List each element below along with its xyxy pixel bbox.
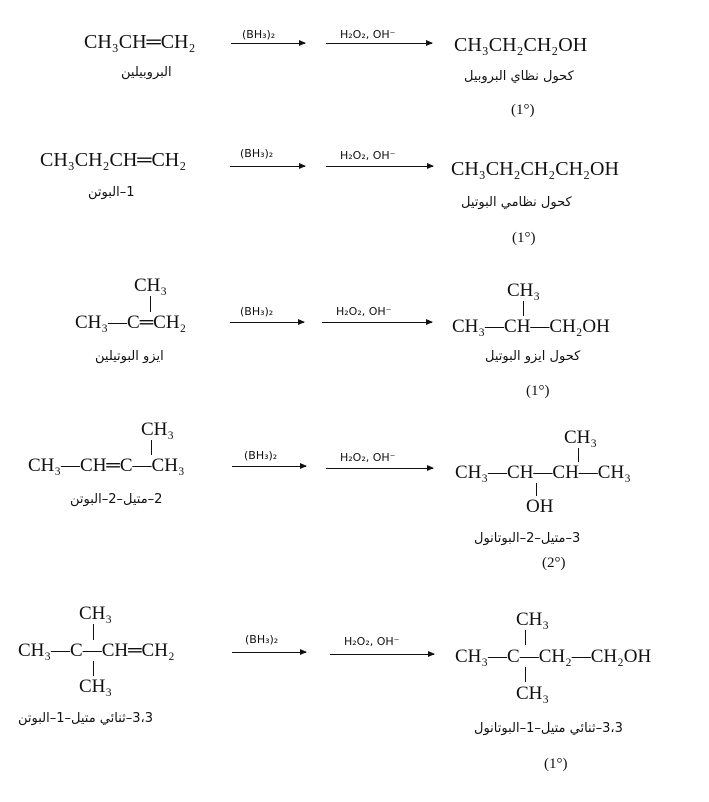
reagent-oxidation: H₂O₂, OH⁻ — [336, 305, 392, 318]
bond-line — [525, 630, 526, 645]
product-name: 3،3–ثنائي متيل–1–البوتانول — [474, 721, 623, 736]
product-formula: CH₃—CH—CH—CH₃ — [455, 462, 631, 483]
product-class: (1°) — [511, 102, 535, 118]
reagent-oxidation: H₂O₂, OH⁻ — [340, 28, 396, 41]
reactant-substituent: CH₃ — [79, 603, 113, 624]
product-substituent: CH₃ — [507, 280, 541, 301]
product-substituent: CH₃ — [516, 683, 550, 704]
reaction-arrow — [326, 468, 433, 469]
reactant-formula: CH₃—CH═C—CH₃ — [28, 455, 185, 476]
reaction-arrow — [326, 43, 432, 44]
reaction-arrow — [326, 166, 433, 167]
reactant-substituent: CH₃ — [134, 275, 168, 296]
bond-line — [525, 667, 526, 682]
reaction-arrow — [230, 166, 305, 167]
reactant-name: 3،3–ثنائي متيل–1–البوتن — [18, 711, 154, 726]
reactant-substituent: CH₃ — [141, 419, 175, 440]
reagent-borane: (BH₃)₂ — [242, 28, 276, 41]
reactant-formula: CH₃CH═CH₂ — [84, 31, 196, 53]
reagent-borane: (BH₃)₂ — [245, 633, 279, 646]
product-name: كحول نظامي البوتيل — [461, 195, 572, 210]
reagent-borane: (BH₃)₂ — [240, 147, 274, 160]
product-name: 3–متيل–2–البوتانول — [474, 531, 581, 546]
reactant-name: ايزو البوتيلين — [95, 349, 164, 364]
bond-line — [523, 301, 524, 316]
reagent-oxidation: H₂O₂, OH⁻ — [340, 149, 396, 162]
product-formula: CH₃CH₂CH₂CH₂OH — [451, 158, 619, 180]
product-substituent: CH₃ — [564, 427, 598, 448]
bond-line — [93, 624, 94, 640]
reaction-arrow — [231, 43, 305, 44]
product-name: كحول نظاي البروبيل — [464, 69, 574, 84]
product-class: (2°) — [542, 555, 566, 571]
bond-line — [151, 440, 152, 455]
reactant-name: 2–متيل–2–البوتن — [70, 492, 163, 507]
reactant-formula: CH₃CH₂CH═CH₂ — [40, 149, 187, 171]
reactant-formula: CH₃—C═CH₂ — [75, 312, 187, 333]
product-class: (1°) — [512, 230, 536, 246]
reactant-substituent: CH₃ — [79, 676, 113, 697]
reaction-arrow — [232, 466, 306, 467]
reagent-borane: (BH₃)₂ — [244, 449, 278, 462]
reactant-name: البروبيلين — [121, 65, 172, 80]
reactant-formula: CH₃—C—CH═CH₂ — [18, 640, 175, 661]
product-class: (1°) — [526, 383, 550, 399]
bond-line — [578, 448, 579, 462]
product-hydroxyl: OH — [526, 496, 554, 517]
reaction-arrow — [322, 322, 432, 323]
bond-line — [536, 483, 537, 496]
product-formula: CH₃—CH—CH₂OH — [452, 316, 610, 337]
reaction-arrow — [230, 322, 304, 323]
reagent-borane: (BH₃)₂ — [240, 305, 274, 318]
reactant-name: 1–البوتن — [88, 185, 135, 200]
product-formula: CH₃CH₂CH₂OH — [454, 34, 588, 56]
reaction-arrow — [330, 654, 434, 655]
product-class: (1°) — [544, 756, 568, 772]
reagent-oxidation: H₂O₂, OH⁻ — [344, 635, 400, 648]
product-name: كحول ايزو البوتيل — [485, 349, 581, 364]
reagent-oxidation: H₂O₂, OH⁻ — [340, 451, 396, 464]
product-formula: CH₃—C—CH₂—CH₂OH — [455, 646, 652, 667]
bond-line — [150, 296, 151, 312]
product-substituent: CH₃ — [516, 609, 550, 630]
bond-line — [93, 661, 94, 676]
reaction-arrow — [232, 652, 306, 653]
